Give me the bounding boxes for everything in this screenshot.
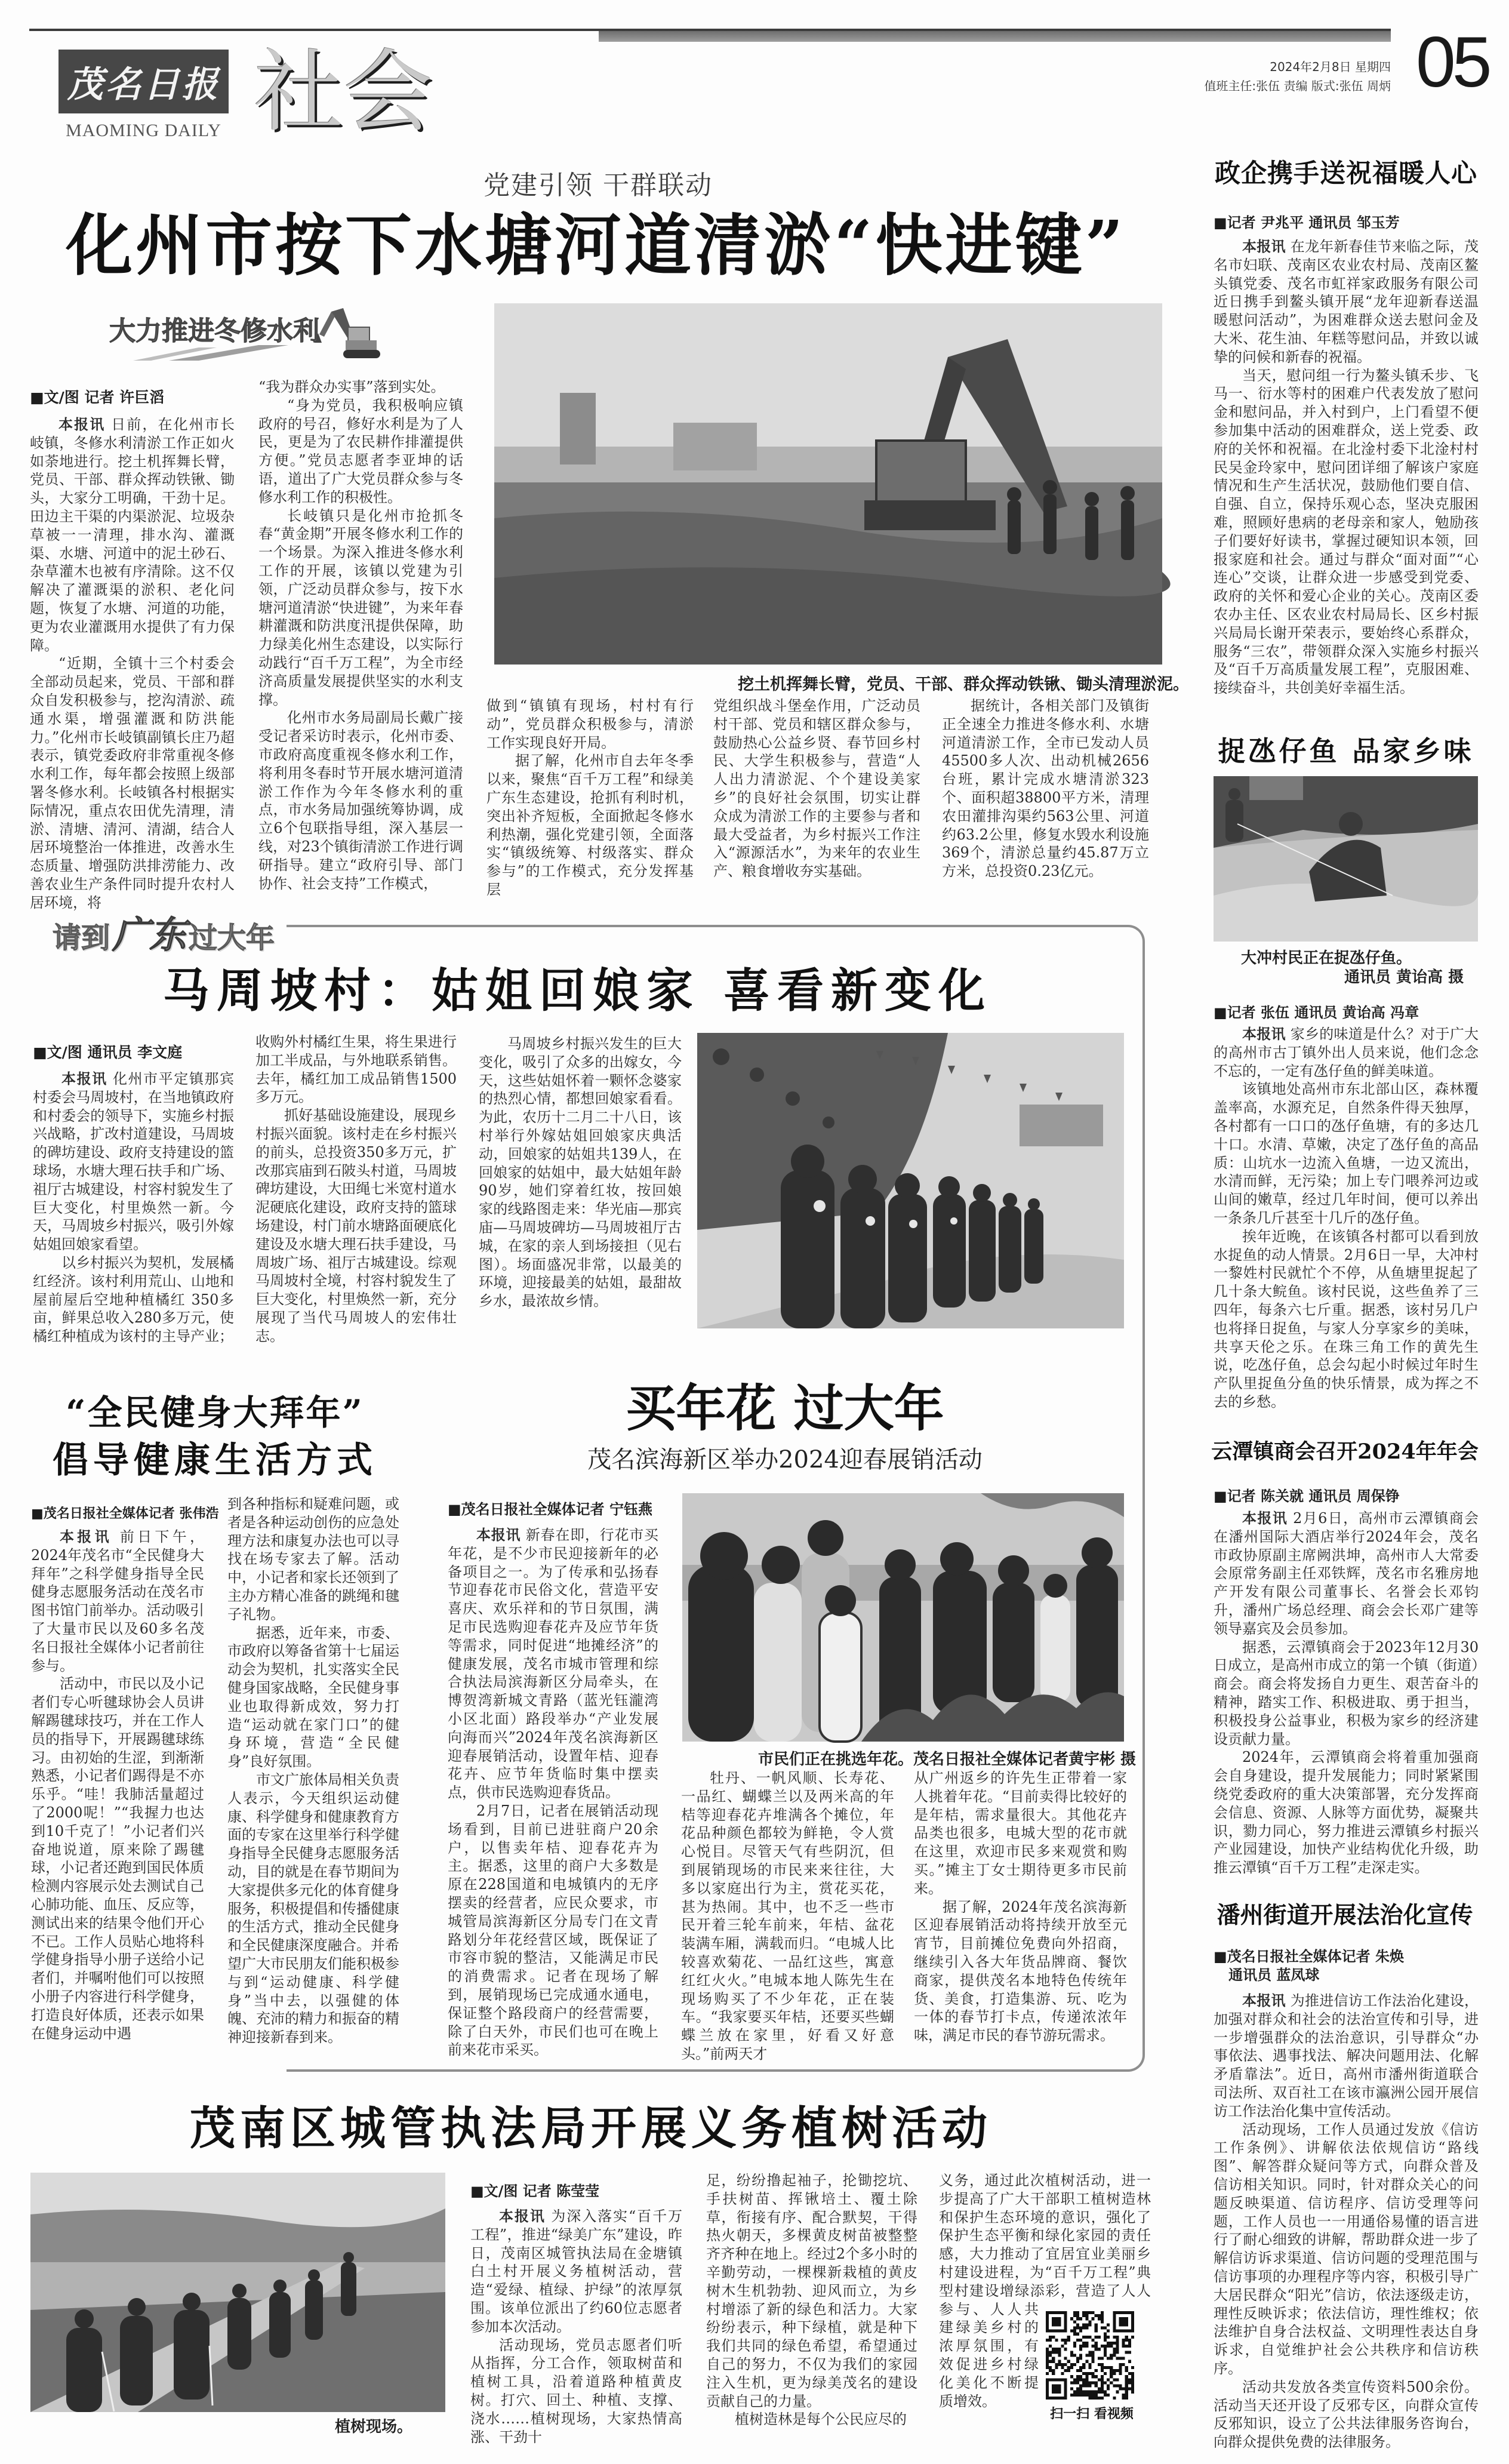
lead-paragraph <box>31 1528 204 1675</box>
paragraph-text: 据了解，化州市自去年冬季以来，聚焦“百千万工程”和绿美广东生态建设，抢抓有利时机，突出补齐短板，全面掀起冬修水利热潮，强化党建引领，全面落实“镇级统筹、村级落实、群众参与”的工作模式，充分发挥基层 <box>486 752 694 898</box>
paragraph-text: 市文广旅体局相关负责人表示，今天组织运动健康、科学健身和健康教育方面的专家在这里举行科学健身指导全民健身志愿服务活动，目的就是在春节期间为大家提供多元化的体育健身服务，积极提倡和传播健康的生活方式，推动全民健身和全民健康深度融合。并希望广大市民朋友们能积极参与到“运动健康、科学健身”当中去，以强健的体魄、充沛的精力和振奋的精神迎接新春到来。 <box>227 1771 399 2046</box>
fitness-column-1 <box>31 1528 204 2045</box>
paragraph-text: 据悉，云潭镇商会于2023年12月30日成立，是高州市成立的第一个镇（街道）商会。商会将发扬自力更生、艰苦奋斗的精神，踏实工作、积极进取、勇于担当，积极投身公益事业，积极为家乡的经济建设贡献力量。 <box>1214 1638 1479 1748</box>
paragraph <box>1214 1228 1479 1411</box>
fitness-column-2 <box>227 1495 399 2048</box>
paragraph-text: “身为党员，我积极响应镇政府的号召，修好水利是为了人民，更是为了农民耕作排灌提供方便。”党员志愿者李亚坤的话语，道出了广大党员群众参与冬修水利工作的积极性。 <box>258 396 463 506</box>
paragraph-text: 当天，慰问组一行为鳌头镇禾步、飞马一、衍水等村的困难户代表发放了慰问金和慰问品，并入村到户，上门看望不便参加集中活动的困难群众，送上党委、政府的关怀和祝福。在北淦村委下北淦村村民吴金玲家中，慰问团详细了解该户家庭情况和生产生活状况，鼓励他们要自信、自强、自立，保持乐观心态，坚决克服困难，照顾好患病的老母亲和家人，勉励孩子们要好好读书，掌握过硬知识本领，回报家庭和社会。通过与群众“面对面”“心连心”交谈，让群众进一步感受到党委、政府的关怀和爱心企业的关心。茂南区委农办主任、区农业农村局局长、区乡村振兴局局长谢开荣表示，要始终心系群众，服务“三农”，带领群众深入实施乡村振兴及“百千万高质量发展工程”，克服困难、接续奋斗，共创美好幸福生活。 <box>1214 367 1479 697</box>
paragraph <box>255 1106 457 1345</box>
photo-flower-market <box>682 1493 1124 1742</box>
paragraph-text: 长岐镇只是化州市抢抓冬春“黄金期”开展冬修水利工作的一个场景。为深入推进冬修水利工作的开展，该镇以党建为引领，广泛动员群众参与，按下水塘河道清淤“快进键”，为来年春耕灌溉和防洪度汛提供保障，助力绿美化州生态建设，以实际行动践行“百千万工程”，为全市经济高质量发展提供坚实的水利支撑。 <box>258 507 463 708</box>
dateline-lead: 本报讯 <box>1242 1510 1288 1527</box>
paragraph-text: 以乡村振兴为契机，发展橘红经济。该村利用荒山、山地和屋前屋后空地种植橘红 350多亩，鲜果总收入280多万元，使橘红种植成为该村的主导产业； <box>33 1254 234 1345</box>
winter-water-campaign-badge <box>109 306 423 363</box>
sidebar-article-4-body <box>1214 1992 1479 2451</box>
sidebar-article-2-caption-line-2: 通讯员 黄诒高 摄 <box>1344 968 1464 986</box>
issue-date: 2024年2月8日 星期四 <box>1270 60 1391 74</box>
paragraph-text: 从广州返乡的许先生正带着一家人挑着年花。“目前卖得比较好的是年桔，需求量很大。其他花卉品类也很多，电城大型的花市就在这里，欢迎市民多来观赏和购买。”摊主丁女士期待更多市民前来。 <box>914 1770 1127 1897</box>
sidebar-article-4-byline-line-2: 通讯员 蓝凤球 <box>1228 1967 1320 1983</box>
dateline-lead: 本报讯 <box>61 1070 107 1087</box>
masthead-gray-bar <box>599 31 1391 42</box>
paragraph-text: 新春在即，行花市买年花，是不少市民迎接新年的必备项目之一。为了传承和弘扬春节迎春花市民俗文化，营造平安喜庆、欢乐祥和的节日氛围，满足市民选购迎春花卉及应节年货等需求，同时促进“地摊经济”的健康发展，茂名市城市管理和综合执法局滨海新区分局牵头，在博贺湾新城文青路（蓝光钰瀧湾小区北面）路段举办“产业发展 向海而兴”2024年茂名滨海新区迎春展销活动，设置年桔、迎春花卉、应节年货临时集中摆卖点，供市民选购迎春货品。 <box>448 1527 659 1801</box>
mazhoupo-byline: ■文/图 通讯员 李文庭 <box>33 1044 183 1061</box>
paragraph-text: 据悉，近年来，市委、市政府以筹备省第十七届运动会为契机，扎实落实全民健身国家战略，全民健身事业也取得新成效，努力打造“运动就在家门口”的健身环境，营造“全民健身”良好氛围。 <box>227 1624 399 1770</box>
mazhoupo-column-1 <box>33 1070 234 1348</box>
qr-code-label: 扫一扫 看视频 <box>1050 2407 1134 2422</box>
excavator-icon <box>315 308 380 358</box>
paragraph-text: 收购外村橘红生果，将生果进行加工半成品，与外地联系销售。去年，橘红加工成品销售1500多万元。 <box>255 1033 457 1106</box>
photo-tree-planting-image <box>30 2173 445 2412</box>
paragraph-text: 为深入落实“百千万工程”，推进“绿美广东”建设，昨日，茂南区城管执法局在金塘镇白土村开展义务植树活动，营造“爱绿、植绿、护绿”的浓厚氛围。该单位派出了约60位志愿者参加本次活动。 <box>470 2208 682 2335</box>
dateline-lead: 本报讯 <box>476 1527 521 1543</box>
lead-paragraph <box>470 2207 682 2336</box>
paragraph <box>448 1802 658 2059</box>
paragraph-text: 挨年近晚，在该镇各村都可以看到放水捉鱼的动人情景。2月6日一早，大冲村一黎姓村民就忙个不停，从鱼塘里捉起了几十条大鲩鱼。该村民说，这些鱼养了三四年，每条六七斤重。据悉，该村另几户也将择日捉鱼，与家人分享家乡的美味，共享天伦之乐。在珠三角工作的黄先生说，吃氹仔鱼，总会勾起小时候过年时生产队里捉鱼分鱼的快乐情景，成为挥之不去的乡愁。 <box>1214 1228 1479 1410</box>
paragraph-text: 足，纷纷撸起袖子，抡锄挖坑、手扶树苗、挥锹培土、覆土除草，衔接有序、配合默契，干得热火朝天，多棵黄皮树苗被整整齐齐种在地上。经过2个多小时的辛勤劳动，一棵棵新栽植的黄皮树木生机勃勃、迎风而立，为乡村增添了新的绿色和活力。大家纷纷表示，种下绿植，就是种下我们共同的绿色希望，希望通过自己的努力，不仅为我们的家园注入生机，更为绿美茂名的建设贡献自己的力量。 <box>706 2172 917 2410</box>
paragraph-text: 牡丹、一帆风顺、长寿花、一品红、蝴蝶兰以及两米高的年桔等迎春花卉堆满各个摊位，年花品种颜色都较为鲜艳，令人赏心悦目。尽管天气有些阴沉，但到展销现场的市民来来往往，大多以家庭出行为主，赏花买花，甚为热闹。其中，也不乏一些市民开着三轮车前来，年桔、盆花装满车厢，满载而归。“电城人比较喜欢菊花、一品红这些，寓意红红火火。”电城本地人陈先生在现场购买了不少年花，正在装车。“我家要买年桔，还要买些蝴蝶兰放在家里，好看又好意头。”前两天才 <box>681 1770 894 2062</box>
paragraph-text: 到各种指标和疑难问题，或者是各种运动创伤的应急处理方法和康复办法也可以寻找在场专家去了解。活动中，小记者和家长还领到了主办方精心准备的跳绳和毽子礼物。 <box>227 1496 399 1623</box>
paragraph-text: “近期，全镇十三个村委会全部动员起来，党员、干部和群众自发积极参与，挖沟清淤、疏通水渠，增强灌溉和防洪能力。”化州市长岐镇副镇长庄乃超表示，镇党委政府非常重视冬修水利工作，每年都会按照上级部署冬修水利。长岐镇各村根据实际情况，重点农田优先清理，清淤、清塘、清河、清湖，结合人居环境整治一体推进，改善水生态质量、增强防洪排涝能力、改善农业生产条件同时提升农村人居环境，将 <box>30 655 235 911</box>
lead-paragraph <box>1214 1509 1479 1638</box>
sidebar-article-3-headline: 云潭镇商会召开2024年年会 <box>1211 1439 1479 1464</box>
sidebar-article-4-byline-line-1: ■茂名日报社全媒体记者 朱焕 <box>1214 1948 1405 1965</box>
main-article-column-3 <box>486 697 694 898</box>
paragraph-text: 活动共发放各类宣传资料500余份。活动当天还开设了反邪专区，向群众宣传反邪知识，设立了公共法律服务咨询台，向群众提供免费的法律服务。 <box>1214 2378 1479 2451</box>
paragraph <box>706 2410 917 2429</box>
paragraph <box>227 1495 399 1624</box>
flowers-column-2 <box>681 1769 894 2062</box>
banner-part-3: 过大年 <box>189 921 275 955</box>
paragraph <box>33 1254 234 1346</box>
mazhoupo-headline: 马周坡村：姑姐回娘家 喜看新变化 <box>162 964 993 1018</box>
photo-pond-fish-catching <box>1214 776 1478 942</box>
paragraph-text: 做到“镇镇有现场，村村有行动”，党员群众积极参与，清淤工作实现良好开局。 <box>486 697 694 751</box>
badge-text: 大力推进冬修水利 <box>109 316 319 346</box>
paragraph-text: 据统计，各相关部门及镇街正全速全力推进冬修水利、水塘河道清淤工作，全市已发动人员45500多人次、出动机械2656台班，累计完成水塘清淤323个、面积超38800平方米，清理农田灌排沟渠约563公里、河道约63.2公里，修复水毁水利设施369个，清淤总量约45.87万立方米，总投资0.23亿元。 <box>942 697 1149 880</box>
paragraph <box>1214 2378 1479 2451</box>
paragraph-text: 活动中，市民以及小记者们专心听毽球协会人员讲解踢毽球技巧，并在工作人员的指导下，开展踢毽球练习。由初始的生涩，到渐渐熟悉，小记者们踢得是不亦乐乎。“哇！我肺活量超过了2000呢！”“我握力也达到10千克了！”小记者们兴奋地说道，原来除了踢毽球，小记者还跑到国民体质检测内容展示处去测试自己心肺功能、血压、反应等，测试出来的结果令他们开心不已。工作人员贴心地将科学健身指导小册子送给小记者们，并嘱咐他们可以按照小册子内容进行科学健身，打造良好体质，还表示如果在健身运动中遇 <box>31 1675 204 2042</box>
tree-planting-byline: ■文/图 记者 陈莹莹 <box>470 2183 600 2200</box>
lead-paragraph <box>1214 1992 1479 2121</box>
lead-paragraph <box>33 1070 234 1254</box>
paragraph <box>227 1771 399 2047</box>
main-article-column-5 <box>942 697 1149 882</box>
tree-planting-column-1 <box>470 2207 682 2445</box>
paragraph-text: 党组织战斗堡垒作用，广泛动员村干部、党员和辖区群众参与，鼓励热心公益乡贤、春节回乡村民、大学生积极参与，营造“人人出力清淤泥、个个建设美家乡”的良好社会氛围，切实让群众成为清淤工作的主要参与者和最大受益者，为乡村振兴工作注入“源源活水”，为来年的农业生产、粮食增收夯实基础。 <box>713 697 920 880</box>
qr-code-block[interactable] <box>1045 2300 1151 2429</box>
lead-paragraph <box>1214 238 1479 367</box>
flowers-byline: ■茂名日报社全媒体记者 宁钰燕 <box>448 1501 653 1518</box>
paragraph-text: 该镇地处高州市东北部山区，森林覆盖率高，水源充足，自然条件得天独厚，各村都有一口口的氹仔鱼塘，有的多达几十口。水清、草嫩，决定了氹仔鱼的高品质：山坑水一边流入鱼塘，一边又流出，水清而鲜，无污染；加上专门喂养河边或山间的嫩草，经过几年时间，便可以养出一条条几斤甚至十几斤的氹仔鱼。 <box>1214 1081 1479 1226</box>
main-article-headline: 化州市按下水塘河道清淤“快进键” <box>66 207 1126 285</box>
main-article-kicker: 党建引领 干群联动 <box>484 170 713 201</box>
mazhoupo-column-2 <box>255 1033 457 1347</box>
sidebar-article-2-caption-line-1: 大冲村民正在捉氹仔鱼。 <box>1241 949 1412 967</box>
paragraph <box>914 1898 1127 2045</box>
main-article-column-2 <box>258 378 463 892</box>
paragraph <box>706 2171 917 2410</box>
tree-planting-column-3 <box>939 2171 1151 2429</box>
sidebar-article-2-headline: 捉氹仔鱼 品家乡味 <box>1218 735 1474 767</box>
lead-paragraph <box>448 1526 658 1802</box>
paragraph-text: 化州市水务局副局长戴广接受记者采访时表示，化州市委、市政府高度重视冬修水利工作，将利用冬春时节开展水塘河道清淤工作作为今年冬修水利的重点，市水务局加强统筹协调，成立6个包联指导组，深入基层一线，对23个镇街清淤工作进行调研指导。建立“政府引导、部门协作、社会支持”工作模式， <box>258 709 463 892</box>
paragraph <box>30 654 235 912</box>
paragraph <box>470 2336 682 2447</box>
tree-planting-column-2 <box>706 2171 917 2429</box>
banner-part-1: 请到 <box>53 921 110 955</box>
paragraph <box>258 709 463 893</box>
sidebar-article-2-body <box>1214 1025 1479 1410</box>
photo-excavator-dredging <box>494 303 1162 665</box>
lead-paragraph <box>1214 1025 1479 1080</box>
dateline-lead: 本报讯 <box>60 1528 112 1545</box>
flowers-headline: 买年花 过大年 <box>626 1379 944 1438</box>
paragraph <box>258 507 463 709</box>
paragraph-text: 活动现场，党员志愿者们听从指挥，分工合作，领取树苗和植树工具，沿着道路种植黄皮树。打穴、回土、种植、支撑、浇水……植树现场，大家热情高涨、干劲十 <box>470 2336 682 2445</box>
sidebar-article-3-body <box>1214 1509 1479 1877</box>
photo-flower-market-image <box>682 1493 1124 1742</box>
photo-fish-image <box>1214 776 1478 942</box>
main-article-byline: ■文/图 记者 许巨滔 <box>30 389 165 406</box>
paragraph-text: 日前，在化州市长岐镇，冬修水利清淤工作正如火如荼地进行。挖土机挥舞长臂，党员、干部、群众挥动铁锹、锄头，大家分工明确，干劲十足。田边主干渠的内渠淤泥、垃圾杂草被一一清理，排水沟、灌溉渠、水塘、河道中的泥土砂石、杂草灌木也被有序清除。这不仅解决了灌溉渠的淤积、老化问题，恢复了水塘、河道的功能，更为农业灌溉用水提供了有力保障。 <box>30 416 235 654</box>
paragraph <box>258 396 463 507</box>
dateline-lead: 本报讯 <box>1242 1026 1286 1042</box>
main-article-column-4 <box>713 697 920 882</box>
qr-code[interactable] <box>1046 2311 1134 2400</box>
fitness-headline-line-1: “全民健身大拜年” <box>66 1392 364 1433</box>
flowers-subheadline: 茂名滨海新区举办2024迎春展销活动 <box>587 1446 983 1474</box>
paragraph <box>1214 1080 1479 1227</box>
paragraph-text: “我为群众办实事”落到实处。 <box>258 379 445 395</box>
fitness-headline-line-2: 倡导健康生活方式 <box>53 1439 377 1481</box>
flowers-column-1 <box>448 1526 659 2059</box>
paragraph <box>31 1675 204 2042</box>
dateline-lead: 本报讯 <box>1242 238 1286 255</box>
paragraph <box>486 697 694 752</box>
paragraph <box>713 697 920 881</box>
paragraph-text: 抓好基础设施建设，展现乡村振兴面貌。该村走在乡村振兴的前头，总投资350多万元，扩改那宾庙到石陂头村道，马周坡碑坊建设，大田绳七米宽村道水泥硬底化建设，政府支持的篮球场建设，村门前水塘路面硬底化建设及水塘大理石扶手建设，马周坡广场、祖厅古城建设。综观马周坡村全境，村容村貌发生了巨大变化，村里焕然一新，充分展现了当代马周坡人的宏伟壮志。 <box>255 1107 457 1345</box>
sidebar-article-4-headline: 潘州街道开展法治化宣传 <box>1217 1902 1473 1929</box>
flowers-photo-caption: 市民们正在挑选年花。茂名日报社全媒体记者黄宇彬 摄 <box>758 1751 1137 1768</box>
logo-text: 茂名日报 <box>67 63 220 106</box>
newspaper-logo <box>58 50 229 113</box>
photo-excavator-image <box>494 303 1162 665</box>
editor-credits: 值班主任:张伍 责编 版式:张伍 周炳 <box>1204 79 1391 93</box>
paragraph-text: 化州市平定镇那宾村委会马周坡村，在当地镇政府和村委会的领导下，实施乡村振兴战略，扩改村道建设，马周坡的碑坊建设、政府支持建设的篮球场，水塘大理石扶手和广场、祖厅古城建设，村容村貌发生了巨大变化，村里焕然一新。今天，马周坡乡村振兴，吸引外嫁姑姐回娘家看望。 <box>33 1070 234 1253</box>
section-title: 社会 <box>254 41 433 144</box>
paragraph-text: 据了解，2024年茂名滨海新区迎春展销活动将持续开放至元宵节，目前摊位免费向外招商，继续引入各大年货品牌商、餐饮商家，提供茂名本地特色传统年货、美食，打造集游、玩、吃为一体的春节打卡点，传递浓浓年味，满足市民的春节游玩需求。 <box>914 1898 1127 2044</box>
paragraph-text: 马周坡乡村振兴发生的巨大变化，吸引了众多的出嫁女，今天，这些姑姐怀着一颗怀念婆家的热烈心情，都想回娘家看看。为此，农历十二月二十八日，该村举行外嫁姑姐回娘家庆典活动，回娘家的姑姐共139人，在回娘家的姑姐中，最大姑姐年龄90岁，她们穿着红妆，按回娘家的线路图走来：华光庙—那宾庙—马周坡碑坊—马周坡祖厅古城，在家的亲人到场接担（见右图）。场面盛况非常，以最美的环境，迎接最美的姑姐，最甜故乡水，最浓故乡情。 <box>479 1035 682 1310</box>
paragraph-text: 在龙年新春佳节来临之际，茂名市妇联、茂南区农业农村局、茂南区鳌头镇党委、茂名市虹祥家政服务有限公司近日携手到鳌头镇开展“龙年迎新春送温暖慰问活动”，为困难群众送去慰问金及大米、花生油、年糕等慰问品，并致以诚挚的问候和新春的祝福。 <box>1214 238 1479 365</box>
tree-planting-headline: 茂南区城管执法局开展义务植树活动 <box>190 2102 992 2155</box>
photo-procession-image <box>697 1033 1124 1328</box>
paragraph-text: 植树造林是每个公民应尽的 <box>735 2411 907 2428</box>
paragraph <box>486 752 694 899</box>
paragraph <box>227 1624 399 1771</box>
sidebar-article-3-byline: ■记者 陈关就 通讯员 周保铮 <box>1214 1488 1400 1505</box>
paragraph <box>479 1035 682 1311</box>
paragraph <box>681 1769 894 2063</box>
paragraph-text: 前日下午，2024年茂名市“全民健身大拜年”之科学健身指导全民健身志愿服务活动在茂名市图书馆门前举办。活动吸引了大量市民以及60多名茂名日报社全媒体小记者前往参与。 <box>31 1528 205 1674</box>
photo-married-daughters-procession <box>697 1033 1124 1328</box>
lead-paragraph <box>30 416 235 654</box>
paragraph <box>1214 1638 1479 1749</box>
paragraph <box>258 378 463 396</box>
dateline-lead: 本报讯 <box>499 2208 546 2225</box>
fitness-byline: ■茂名日报社全媒体记者 张伟浩 <box>31 1506 219 1521</box>
paragraph-text: 义务，通过此次植树活动，进一步提高了广大干部职工植树造林和保护生态环境的意识，强化了保护生态平衡和绿化家园的责任感，大力推动了宜居宜业美丽乡村建设进程，为“百千万工程”典型村建设增绿添彩，营造了人人参与、人人共建绿美乡村的浓厚氛围，有效促进乡村绿化美化不断提质增效。 <box>939 2172 1151 2410</box>
dateline-lead: 本报讯 <box>1242 1992 1286 2009</box>
logo-english-name: MAOMING DAILY <box>66 121 221 140</box>
paragraph <box>1214 2121 1479 2378</box>
paragraph-text: 活动现场，工作人员通过发放《信访工作条例》、讲解依法依规信访“路线图”、解答群众疑问等方式，向群众普及信访相关知识。同时，针对群众关心的问题反映渠道、信访程序、信访受理等问题，工作人员也一一用通俗易懂的语言进行了耐心细致的讲解，帮助群众进一步了解信访诉求渠道、信访问题的受理范围与信访事项的办理程序等内容，积极引导广大居民群众“阳光”信访，依法逐级走访，理性反映诉求；依法信访，理性维权；依法维护自身合法权益、文明理性表达自身诉求，自觉维护社会公共秩序和信访秩序。 <box>1214 2121 1479 2377</box>
sidebar-article-2-byline: ■记者 张伍 通讯员 黄诒高 冯章 <box>1214 1004 1419 1021</box>
paragraph-text: 2月7日，记者在展销活动现场看到，目前已进驻商户20余户，以售卖年桔、迎春花卉为主。据悉，这里的商户大多数是原在228国道和电城镇内的无序摆卖的经营者，应民众要求，市城管局滨海新区分局专门在文青路划分年花经营区域，既保证了市容市貌的整洁，又能满足市民的消费需求。记者在现场了解到，展销现场已完成通水通电，保证整个路段商户的经营需要，除了白天外，市民们也可在晚上前来花市采买。 <box>448 1802 658 2059</box>
paragraph-text: 2月6日，高州市云潭镇商会在潘州国际大酒店举行2024年会，茂名市政协原副主席阙洪坤，高州市人大常委会原常务副主任邓铁辉，茂名市名雅房地产开发有限公司董事长、名誉会长邓钧升，潘州广场总经理、商会会长邓广建等领导嘉宾及会员参加。 <box>1214 1510 1479 1637</box>
paragraph <box>942 697 1149 881</box>
dateline-lead: 本报讯 <box>58 416 106 433</box>
paragraph <box>255 1033 457 1106</box>
paragraph <box>1214 367 1479 697</box>
flowers-column-3 <box>914 1769 1127 2046</box>
sidebar-article-1-body <box>1214 238 1479 699</box>
photo-tree-planting <box>30 2173 445 2412</box>
paragraph <box>914 1769 1127 1898</box>
sidebar-article-1-byline: ■记者 尹兆平 通讯员 邹玉芳 <box>1214 214 1400 231</box>
banner-part-2: 广东 <box>112 913 187 956</box>
paragraph-text: 家乡的味道是什么？对于广大的高州市古丁镇外出人员来说，他们念念不忘的，一定有氹仔鱼的鲜美味道。 <box>1214 1026 1479 1079</box>
mazhoupo-column-3 <box>479 1035 682 1349</box>
sidebar-article-1-headline: 政企携手送祝福暖人心 <box>1215 159 1477 189</box>
main-article-column-1 <box>30 416 235 911</box>
paragraph-text: 2024年，云潭镇商会将着重加强商会自身建设，提升发展能力；同时紧紧围绕党委政府的重大决策部署，充分发挥商会信息、资源、人脉等方面优势，凝聚共识，勠力同心，努力推进云潭镇乡村振兴产业园建设，加快产业结构优化升级，助推云潭镇“百千万工程”走深走实。 <box>1214 1749 1479 1877</box>
paragraph-text: 为推进信访工作法治化建设，加强对群众和社会的法治宣传和引导，进一步增强群众的法治意识，引导群众“办事依法、遇事找法、解决问题用法、化解矛盾靠法”。近日，高州市潘州街道联合司法所、双百社工在该市瀛洲公园开展信访工作法治化集中宣传活动。 <box>1214 1992 1479 2120</box>
page-number: 05 <box>1416 22 1489 102</box>
main-photo-caption: 挖土机挥舞长臂，党员、干部、群众挥动铁锹、锄头清理淤泥。 <box>738 675 1189 694</box>
feature-banner <box>53 905 275 956</box>
tree-planting-photo-caption: 植树现场。 <box>335 2418 413 2436</box>
paragraph <box>1214 1748 1479 1877</box>
